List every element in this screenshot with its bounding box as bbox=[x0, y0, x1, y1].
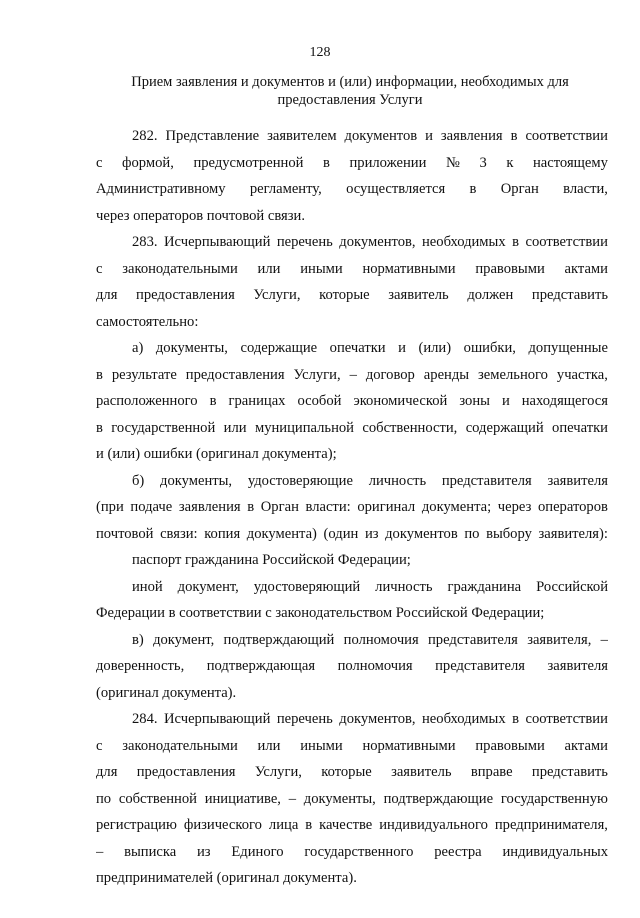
word: в bbox=[96, 419, 103, 436]
word: удостоверяющие bbox=[247, 472, 353, 489]
word: а) bbox=[132, 340, 144, 356]
word: – bbox=[600, 631, 608, 648]
text-line bbox=[96, 521, 608, 548]
word: документов, bbox=[339, 234, 416, 250]
word: заявителя, bbox=[527, 631, 592, 648]
word: – bbox=[96, 843, 104, 860]
word: заявителя bbox=[547, 658, 608, 674]
text-line bbox=[96, 282, 608, 309]
word: собственной bbox=[118, 790, 197, 807]
word: Административному bbox=[96, 181, 226, 197]
word: документ, bbox=[177, 578, 239, 595]
word: документ, bbox=[153, 631, 215, 648]
word: соответствии bbox=[525, 234, 608, 250]
word: государственной bbox=[111, 419, 216, 436]
word: необходимых bbox=[422, 234, 506, 250]
word: документов bbox=[385, 525, 458, 542]
text-line bbox=[96, 706, 608, 733]
word: и bbox=[425, 128, 433, 144]
word: законодательными bbox=[122, 737, 238, 754]
word: подтверждающие bbox=[383, 790, 494, 807]
text-line bbox=[96, 388, 608, 415]
word: документа; bbox=[421, 499, 492, 515]
word: заявителем bbox=[267, 128, 337, 144]
word: – bbox=[288, 790, 297, 807]
word: соответствии bbox=[525, 128, 608, 144]
word: личность bbox=[375, 578, 433, 595]
word: заявления bbox=[178, 499, 241, 515]
text-line bbox=[96, 547, 608, 574]
word: полномочия bbox=[337, 658, 413, 674]
word: власти: bbox=[305, 499, 351, 515]
word: границах bbox=[228, 393, 286, 409]
word: участка, bbox=[556, 366, 608, 383]
word: 284. bbox=[132, 711, 158, 727]
text-line bbox=[96, 653, 608, 680]
word: актами bbox=[564, 737, 608, 754]
word: Единого bbox=[231, 843, 284, 860]
text-line bbox=[96, 441, 608, 468]
word: договор bbox=[365, 366, 415, 383]
word: № bbox=[445, 154, 460, 171]
word: опечатки bbox=[329, 340, 386, 356]
word: в bbox=[512, 234, 520, 250]
word: Исчерпывающий bbox=[164, 711, 271, 727]
word: Услуги, bbox=[253, 287, 301, 303]
word: (при bbox=[96, 499, 124, 515]
word: Услуги, bbox=[254, 764, 302, 780]
word: приложении bbox=[349, 154, 427, 171]
word: должен bbox=[467, 287, 514, 303]
word: документы, bbox=[155, 340, 228, 356]
word: муниципальной bbox=[254, 419, 354, 436]
word: в bbox=[305, 817, 313, 833]
section-heading bbox=[90, 73, 610, 109]
word: или bbox=[257, 260, 281, 277]
word: качестве bbox=[319, 817, 373, 833]
word: и bbox=[501, 393, 510, 409]
word: вправе bbox=[470, 764, 513, 780]
word: расположенного bbox=[96, 393, 198, 409]
word: 283. bbox=[132, 234, 158, 250]
word: собственности, bbox=[362, 419, 458, 436]
text-line bbox=[96, 362, 608, 389]
word: Российской bbox=[536, 578, 608, 595]
text-line bbox=[96, 494, 608, 521]
word: регистрацию bbox=[96, 817, 177, 833]
word: в bbox=[510, 128, 518, 144]
document-body bbox=[96, 123, 608, 892]
word: индивидуального bbox=[379, 817, 488, 833]
text-line bbox=[96, 627, 608, 654]
word: законодательными bbox=[122, 260, 238, 277]
text-line bbox=[96, 733, 608, 760]
word: допущенные bbox=[528, 340, 608, 356]
word: документов, bbox=[339, 711, 416, 727]
word: подаче bbox=[130, 499, 173, 515]
word: для bbox=[96, 764, 118, 780]
word: регламенту, bbox=[249, 181, 322, 197]
word: удостоверяющий bbox=[253, 578, 361, 595]
word: иными bbox=[300, 737, 343, 754]
text-line bbox=[96, 680, 608, 707]
word: которые bbox=[321, 764, 372, 780]
word: или bbox=[257, 737, 281, 754]
word: содержащий bbox=[465, 419, 544, 436]
word: к bbox=[506, 154, 514, 171]
word: Услуги, bbox=[293, 366, 341, 383]
word: экономической bbox=[353, 393, 448, 409]
text-line bbox=[96, 865, 608, 892]
word: предоставления bbox=[136, 764, 236, 780]
word: доверенность, bbox=[96, 658, 185, 674]
text-line bbox=[96, 786, 608, 813]
word: с bbox=[96, 260, 103, 277]
word: Представление bbox=[165, 128, 260, 144]
word: заявления bbox=[440, 128, 503, 144]
word: по bbox=[96, 790, 112, 807]
text-line bbox=[96, 256, 608, 283]
word: личность bbox=[368, 472, 427, 489]
word: копия bbox=[204, 525, 241, 542]
text-line bbox=[96, 123, 608, 150]
word: государственного bbox=[304, 843, 414, 860]
word: предусмотренной bbox=[193, 154, 304, 171]
word: правовыми bbox=[475, 737, 545, 754]
word: почтовой bbox=[96, 525, 154, 542]
word: выбору bbox=[486, 525, 532, 542]
text-line bbox=[96, 415, 608, 442]
word: заявитель bbox=[388, 287, 449, 303]
word: заявитель bbox=[391, 764, 452, 780]
word: в bbox=[247, 499, 255, 515]
word: для bbox=[96, 287, 118, 303]
word: документы, bbox=[160, 472, 233, 489]
word: настоящему bbox=[532, 154, 608, 171]
word: или bbox=[223, 419, 247, 436]
word: Исчерпывающий bbox=[164, 234, 271, 250]
word: представителя bbox=[428, 631, 518, 648]
word: земельного bbox=[478, 366, 548, 383]
text-line bbox=[96, 812, 608, 839]
text-line bbox=[96, 600, 608, 627]
line-text: самостоятельно: bbox=[96, 313, 199, 330]
word: представителя bbox=[441, 472, 532, 489]
word: иной bbox=[132, 578, 163, 595]
line-text: через операторов почтовой связи. bbox=[96, 207, 305, 224]
line-text: предпринимателей (оригинал документа). bbox=[96, 870, 357, 886]
text-line bbox=[96, 574, 608, 601]
word: представить bbox=[531, 287, 608, 303]
word: и bbox=[398, 340, 406, 356]
word: гражданина bbox=[447, 578, 522, 595]
word: в bbox=[323, 154, 330, 171]
page-number: 128 bbox=[309, 45, 331, 60]
word: актами bbox=[564, 260, 608, 277]
word: заявителя bbox=[547, 472, 608, 489]
word: подтверждающая bbox=[206, 658, 316, 674]
word: представить bbox=[531, 764, 608, 780]
word: нормативными bbox=[362, 737, 456, 754]
heading-line-1: Прием заявления и документов и (или) информации, необходимых для bbox=[131, 74, 569, 90]
word: в bbox=[96, 366, 103, 383]
word: через bbox=[497, 499, 532, 515]
text-line bbox=[96, 309, 608, 336]
text-line bbox=[96, 150, 608, 177]
word: нормативными bbox=[362, 260, 456, 277]
word: документы, bbox=[303, 790, 376, 807]
word: иными bbox=[300, 260, 343, 277]
word: перечень bbox=[276, 234, 333, 250]
word: из bbox=[364, 525, 379, 542]
word: подтверждающий bbox=[223, 631, 335, 648]
word: ошибки, bbox=[463, 340, 516, 356]
word: реестра bbox=[434, 843, 482, 860]
word: осуществляется bbox=[346, 181, 446, 197]
word: перечень bbox=[276, 711, 333, 727]
text-line bbox=[96, 468, 608, 495]
word: (или) bbox=[418, 340, 452, 356]
word: особой bbox=[297, 393, 342, 409]
word: Орган bbox=[260, 499, 299, 515]
word: б) bbox=[132, 472, 145, 489]
word: которые bbox=[319, 287, 370, 303]
word: необходимых bbox=[422, 711, 506, 727]
word: государственную bbox=[500, 790, 608, 807]
word: в) bbox=[132, 631, 144, 648]
text-line bbox=[96, 335, 608, 362]
word: предпринимателя, bbox=[494, 817, 608, 833]
word: оригинал bbox=[357, 499, 416, 515]
word: по bbox=[464, 525, 480, 542]
word: 282. bbox=[132, 128, 158, 144]
line-text: паспорт гражданина Российской Федерации; bbox=[132, 552, 411, 568]
word: власти, bbox=[563, 181, 608, 197]
word: заявителя): bbox=[538, 525, 608, 542]
word: соответствии bbox=[525, 711, 608, 727]
word: в bbox=[469, 181, 477, 197]
word: формой, bbox=[122, 154, 174, 171]
word: выписка bbox=[124, 843, 177, 860]
word: зоны bbox=[459, 393, 490, 409]
text-line bbox=[96, 229, 608, 256]
line-text: Федерации в соответствии с законодательством Российской Федерации; bbox=[96, 605, 545, 621]
word: индивидуальных bbox=[502, 843, 608, 860]
word: полномочия bbox=[343, 631, 419, 648]
word: физического bbox=[183, 817, 262, 833]
word: операторов bbox=[537, 499, 608, 515]
word: в bbox=[209, 393, 217, 409]
word: находящегося bbox=[521, 393, 608, 409]
word: из bbox=[197, 843, 211, 860]
word: с bbox=[96, 154, 103, 171]
word: связи: bbox=[160, 525, 198, 542]
text-line bbox=[96, 176, 608, 203]
word: результате bbox=[111, 366, 177, 383]
word: лица bbox=[268, 817, 299, 833]
word: (один bbox=[323, 525, 359, 542]
word: содержащие bbox=[240, 340, 318, 356]
word: опечатки bbox=[552, 419, 608, 436]
word: предоставления bbox=[185, 366, 285, 383]
word: правовыми bbox=[475, 260, 545, 277]
word: аренды bbox=[423, 366, 470, 383]
word: инициативе, bbox=[204, 790, 281, 807]
line-text: и (или) ошибки (оригинал документа); bbox=[96, 446, 337, 462]
word: – bbox=[349, 366, 357, 383]
text-line bbox=[96, 839, 608, 866]
heading-line-2: предоставления Услуги bbox=[277, 92, 423, 108]
word: предоставления bbox=[136, 287, 235, 303]
word: представителя bbox=[435, 658, 525, 674]
word: Орган bbox=[500, 181, 539, 197]
word: документов bbox=[344, 128, 418, 144]
word: в bbox=[512, 711, 520, 727]
text-line bbox=[96, 203, 608, 230]
word: 3 bbox=[479, 154, 487, 171]
line-text: (оригинал документа). bbox=[96, 684, 237, 701]
word: документа) bbox=[246, 525, 317, 542]
text-line bbox=[96, 759, 608, 786]
word: с bbox=[96, 737, 103, 754]
